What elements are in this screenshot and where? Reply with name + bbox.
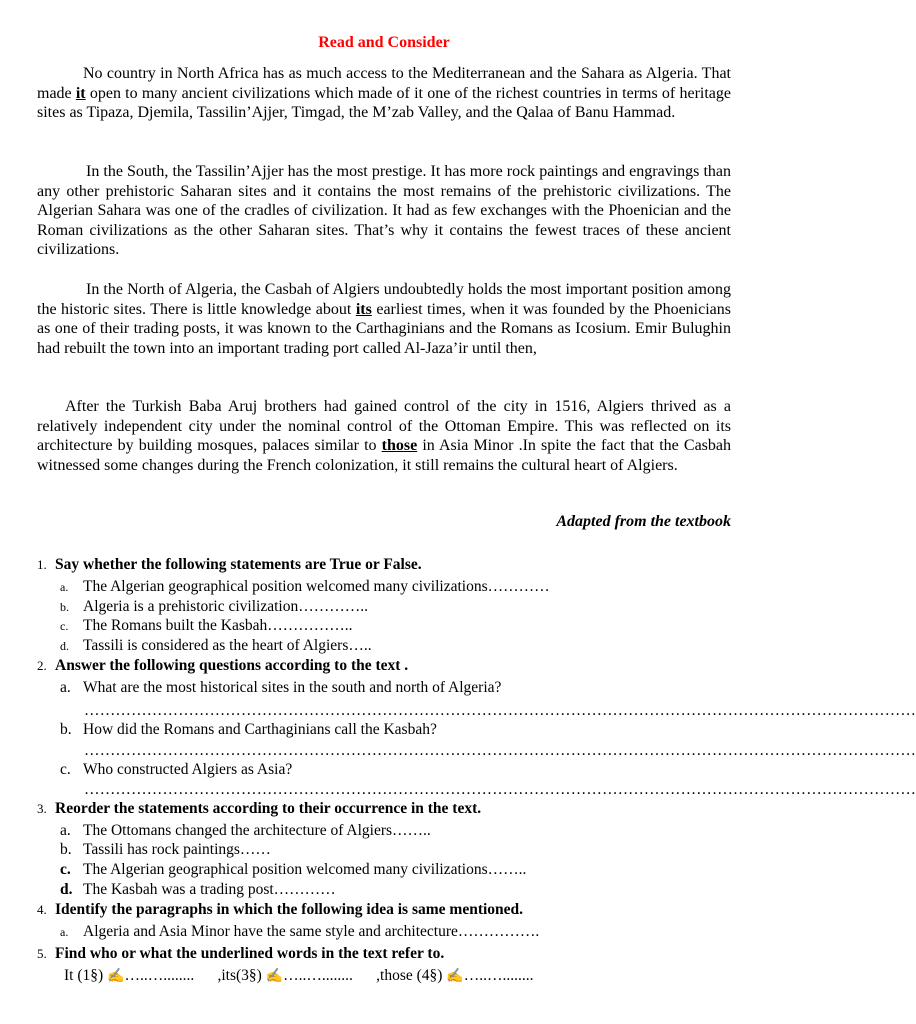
list-item xyxy=(60,840,271,859)
question-text: Reorder the statements according to their occurrence in the text. xyxy=(55,800,482,817)
paragraph-1-text-a: No country in North Africa has as much access to the Mediterranean and the Sahara as Algeria. That made xyxy=(37,65,731,102)
writing-hand-icon: ✍ xyxy=(446,969,464,984)
question-number: 5. xyxy=(37,946,47,961)
question-text: Identify the paragraphs in which the following idea is same mentioned. xyxy=(55,901,524,918)
item-text: The Algerian geographical position welcomed many civilizations…….. xyxy=(83,861,527,878)
item-letter: b. xyxy=(60,841,72,858)
paragraph-4-text-a: After the Turkish Baba Aruj brothers had gained control of the city in 1516, Algiers thrived as a relatively independent city under the nominal control of the Ottoman Empire. This was reflected on its architecture by building mosques, palaces similar to xyxy=(37,398,731,454)
item-text: Tassili is considered as the heart of Algiers….. xyxy=(83,637,372,654)
item-letter: a. xyxy=(60,822,71,839)
page-title: Read and Consider xyxy=(318,34,450,51)
item-letter: a. xyxy=(60,925,69,939)
ref-blank-it[interactable]: …..…........ xyxy=(124,967,195,984)
paragraph-3-text-a: In the North of Algeria, the Casbah of Algiers undoubtedly holds the most important position among the historic sites. There is little knowledge about xyxy=(37,281,731,318)
paragraph-3 xyxy=(37,280,731,358)
question-4 xyxy=(37,900,523,919)
underlined-ref-those: those xyxy=(381,437,418,454)
answer-line[interactable]: …………………………………………………………………………………………………………………………………………… xyxy=(84,781,916,798)
question-number: 4. xyxy=(37,902,47,917)
item-text: Algeria is a prehistoric civilization………….. xyxy=(83,598,368,615)
item-text: How did the Romans and Carthaginians call the Kasbah? xyxy=(83,721,437,738)
list-item xyxy=(60,760,292,779)
item-text: Who constructed Algiers as Asia? xyxy=(83,761,293,778)
answer-line[interactable]: …………………………………………………………………………………………………………………………………………… xyxy=(84,742,916,759)
question-1 xyxy=(37,555,422,574)
item-letter: a. xyxy=(60,580,69,594)
list-item xyxy=(60,880,336,899)
ref-blank-those[interactable]: …..…........ xyxy=(463,967,534,984)
list-item xyxy=(60,922,539,942)
ref-label-its: ,its(3§) xyxy=(194,967,266,984)
list-item xyxy=(60,597,368,617)
underlined-ref-its: its xyxy=(355,300,372,318)
paragraph-2: In the South, the Tassilin’Ajjer has the most prestige. It has more rock paintings and engravings than any other prehistoric Saharan sites and it contains the most remains of the prehistoric civilizations. The Algerian Sahara was one of the cradles of civilization. It had as few exchanges with the Phoenician and the Roman civilizations as the other Saharan sites. That’s why it contains the fewest traces of these ancient civilizations. xyxy=(37,163,731,258)
writing-hand-icon: ✍ xyxy=(107,969,125,984)
source-attribution: Adapted from the textbook xyxy=(556,513,731,530)
item-letter: d. xyxy=(60,881,73,898)
paragraph-3-text-b: earliest times, when it was founded by the Phoenicians as one of their trading posts, it was known to the Carthaginians and the Romans as Icosium. Emir Bulughin had rebuilt the town into an important trading port called Al-Jaza’ir until then, xyxy=(37,300,731,357)
item-text: What are the most historical sites in the south and north of Algeria? xyxy=(83,679,502,696)
question-text: Say whether the following statements are True or False. xyxy=(55,556,422,573)
question-number: 2. xyxy=(37,658,47,673)
item-letter: a. xyxy=(60,679,71,696)
list-item xyxy=(60,821,431,840)
question-3 xyxy=(37,799,481,818)
underlined-ref-it: it xyxy=(75,84,86,102)
question-2 xyxy=(37,656,408,675)
item-text: The Romans built the Kasbah…………….. xyxy=(83,617,353,634)
item-letter: b. xyxy=(60,600,69,614)
item-text: The Algerian geographical position welcomed many civilizations………… xyxy=(83,578,550,595)
item-letter: b. xyxy=(60,721,72,738)
item-letter: c. xyxy=(60,619,69,633)
question-number: 1. xyxy=(37,557,47,572)
ref-label-it: It (1§) xyxy=(64,967,108,984)
paragraph-1 xyxy=(37,64,731,123)
item-letter: c. xyxy=(60,861,71,878)
ref-blank-its[interactable]: …..…........ xyxy=(283,967,353,984)
writing-hand-icon: ✍ xyxy=(265,969,284,984)
list-item xyxy=(60,577,550,597)
item-text: The Ottomans changed the architecture of Algiers…….. xyxy=(83,822,431,839)
item-text: Algeria and Asia Minor have the same style and architecture……………. xyxy=(83,923,540,940)
item-text: The Kasbah was a trading post………… xyxy=(83,881,336,898)
list-item xyxy=(60,636,372,656)
list-item xyxy=(60,678,501,697)
question-5 xyxy=(37,944,444,963)
item-letter: c. xyxy=(60,761,71,778)
list-item xyxy=(60,860,526,879)
question-number: 3. xyxy=(37,801,47,816)
question-text: Answer the following questions according to the text . xyxy=(55,657,409,674)
paragraph-4 xyxy=(37,397,731,475)
paragraph-1-text-b: open to many ancient civilizations which made of it one of the richest countries in terms of heritage sites as Tipaza, Djemila, Tassilin’Ajjer, Timgad, the M’zab Valley, and the Qalaa of Banu Hammad. xyxy=(37,84,731,121)
list-item xyxy=(60,616,353,636)
answer-line[interactable]: …………………………………………………………………………………………………………………………………………… xyxy=(84,702,916,719)
list-item xyxy=(60,720,437,739)
paragraph-4-text-b: in Asia Minor .In spite the fact that the Casbah witnessed some changes during the French colonization, it still remains the cultural heart of Algiers. xyxy=(37,437,731,474)
reference-answers xyxy=(64,966,534,986)
ref-label-those: ,those (4§) xyxy=(352,967,447,984)
question-text: Find who or what the underlined words in the text refer to. xyxy=(55,945,445,962)
item-text: Tassili has rock paintings…… xyxy=(83,841,271,858)
item-letter: d. xyxy=(60,639,69,653)
